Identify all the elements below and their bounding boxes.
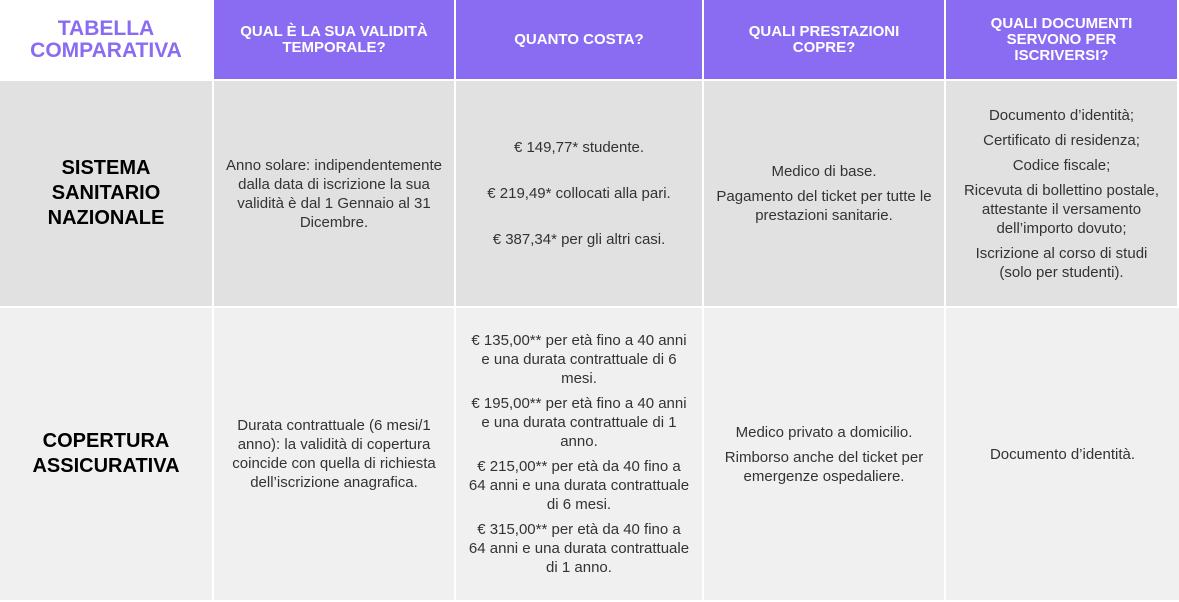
cell-validity-insurance: [214, 308, 456, 602]
header-label: QUAL È LA SUA VALIDITÀ TEMPORALE?: [240, 22, 428, 56]
table-title-text: TABELLA COMPARATIVA: [30, 16, 182, 62]
cell-cost-ssn: [456, 81, 704, 308]
validity-text: Anno solare: indipendentemente dalla data di iscrizione la sua validità è dal 1 Gennaio al 31 Dicembre.: [226, 156, 442, 231]
coverage-item: Medico privato a domicilio.: [735, 423, 913, 441]
cost-item: € 215,00** per età da 40 fino a 64 anni e una durata contrattuale di 6 mesi.: [468, 458, 690, 513]
cell-documents-ssn: [946, 81, 1179, 308]
row-label-ssn: [0, 81, 214, 308]
document-item: Certificato di residenza;: [983, 131, 1140, 149]
cell-coverage-ssn: [704, 81, 946, 308]
row-label-insurance: [0, 308, 214, 602]
coverage-item: Pagamento del ticket per tutte le prestazioni sanitarie.: [716, 188, 932, 224]
cell-cost-insurance: [456, 308, 704, 602]
coverage-item: Medico di base.: [771, 163, 877, 180]
row-label-text: SISTEMA SANITARIO NAZIONALE: [47, 157, 165, 229]
row-label-text: COPERTURA ASSICURATIVA: [32, 430, 180, 477]
header-documents: [946, 0, 1179, 81]
cost-item: € 149,77* studente.: [513, 139, 645, 156]
cost-item: € 135,00** per età fino a 40 anni e una durata contrattuale di 6 mesi.: [471, 332, 687, 387]
document-item: Ricevuta di bollettino postale, attestante il versamento dell’importo dovuto;: [963, 181, 1160, 237]
cost-item: € 219,49* collocati alla pari.: [487, 185, 671, 202]
document-item: Documento d’identità;: [988, 106, 1135, 124]
coverage-item: Rimborso anche del ticket per emergenze ospedaliere.: [724, 448, 924, 485]
header-coverage: [704, 0, 946, 81]
header-cost: [456, 0, 704, 81]
cell-validity-ssn: [214, 81, 456, 308]
validity-text: Durata contrattuale (6 mesi/1 anno): la validità di copertura coincide con quella di richiesta dell’iscrizione anagrafica.: [232, 417, 436, 491]
document-item: Codice fiscale;: [1012, 156, 1111, 174]
table-title: [0, 0, 214, 81]
cost-item: € 195,00** per età fino a 40 anni e una durata contrattuale di 1 anno.: [471, 395, 687, 450]
document-item: Documento d’identità.: [989, 445, 1136, 463]
cost-item: € 315,00** per età da 40 fino a 64 anni e una durata contrattuale di 1 anno.: [468, 521, 690, 576]
header-label: QUALI PRESTAZIONI COPRE?: [748, 22, 900, 56]
header-validity: [214, 0, 456, 81]
header-label: QUANTO COSTA?: [514, 30, 644, 48]
cell-coverage-insurance: [704, 308, 946, 602]
header-label: QUALI DOCUMENTI SERVONO PER ISCRIVERSI?: [990, 14, 1133, 64]
cost-item: € 387,34* per gli altri casi.: [492, 231, 666, 248]
document-item: Iscrizione al corso di studi (solo per studenti).: [975, 244, 1148, 281]
cell-documents-insurance: [946, 308, 1179, 602]
